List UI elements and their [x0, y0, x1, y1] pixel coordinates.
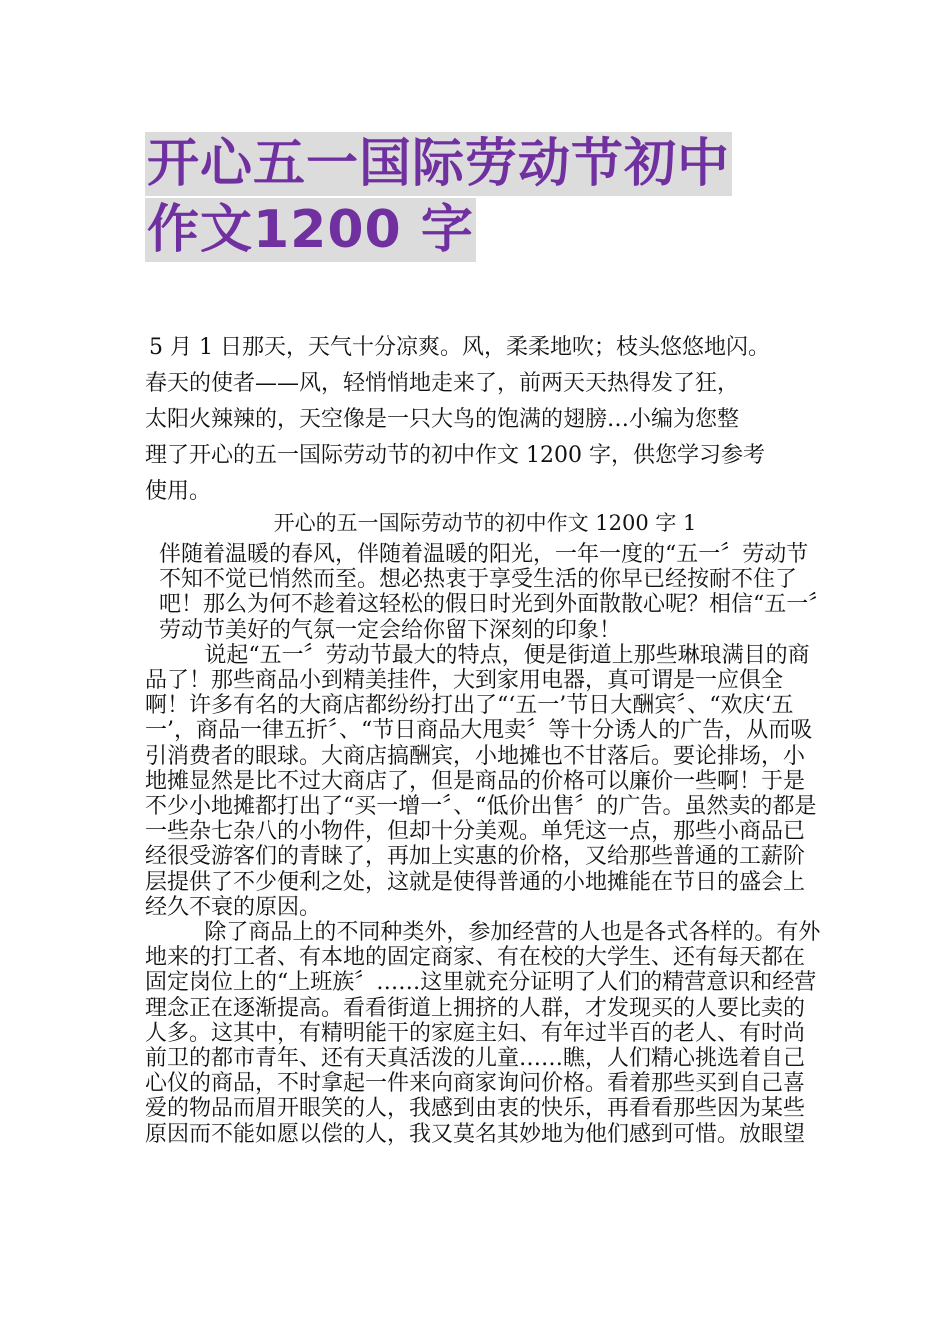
article-subheading: 开心的五一国际劳动节的初中作文 1200 字 1 [273, 511, 697, 535]
intro-line: 5 月 1 日那天，天气十分凉爽。风，柔柔地吹；枝头悠悠地闪。 [149, 335, 770, 360]
article-paragraph-1: 伴随着温暖的春风，伴随着温暖的阳光，一年一度的“五一〞劳动节不知不觉已悄然而至。想必热衷于享受生活的你早已经按耐不住了吧！那么为何不趁着这轻松的假日时光到外面散散心呢？相信“五一〞劳动节美好的气氛一定会给你留下深刻的印象！ [159, 542, 820, 643]
document-title [145, 132, 825, 264]
intro-line: 使用。 [145, 479, 212, 504]
article-body [145, 542, 825, 1147]
intro-line: 太阳火辣辣的，天空像是一只大鸟的饱满的翅膀…小编为您整 [145, 407, 740, 432]
title-line-2: 作文1200 字 [147, 200, 474, 260]
title-line-1: 开心五一国际劳动节初中 [147, 134, 731, 194]
intro-line: 理了开心的五一国际劳动节的初中作文 1200 字，供您学习参考 [145, 443, 765, 468]
intro-line: 春天的使者——风，轻悄悄地走来了，前两天天热得发了狂， [145, 371, 740, 396]
article-paragraph-3: 除了商品上的不同种类外，参加经营的人也是各式各样的。有外地来的打工者、有本地的固定商家、有在校的大学生、还有每天都在固定岗位上的“上班族〞……这里就充分证明了人们的精营意识和经营理念正在逐渐提高。看看街道上拥挤的人群，才发现买的人要比卖的人多。这其中，有精明能干的家庭主妇、有年过半百的老人、有时尚前卫的都市青年、还有天真活泼的儿童……瞧，人们精心挑选着自己心仪的商品，不时拿起一件来向商家询问价格。看着那些买到自己喜爱的物品而眉开眼笑的人，我感到由衷的快乐，再看看那些因为某些原因而不能如愿以偿的人，我又莫名其妙地为他们感到可惜。放眼望 [145, 920, 821, 1147]
intro-paragraph [145, 330, 825, 510]
article-paragraph-2: 说起“五一〞劳动节最大的特点，便是街道上那些琳琅满目的商品了！那些商品小到精美挂件，大到家用电器，真可谓是一应俱全啊！许多有名的大商店都纷纷打出了“‘五一’节日大酬宾〞、“欢庆‘五一’，商品一律五折〞、“节日商品大甩卖〞等十分诱人的广告，从而吸引消费者的眼球。大商店搞酬宾，小地摊也不甘落后。要论排场，小地摊显然是比不过大商店了，但是商品的价格可以廉价一些啊！于是不少小地摊都打出了“买一增一〞、“低价出售〞的广告。虽然卖的都是一些杂七杂八的小物件，但却十分美观。单凭这一点，那些小商品已经很受游客们的青睐了，再加上实惠的价格，又给那些普通的工薪阶层提供了不少便利之处，这就是使得普通的小地摊能在节日的盛会上经久不衰的原因。 [145, 642, 817, 920]
